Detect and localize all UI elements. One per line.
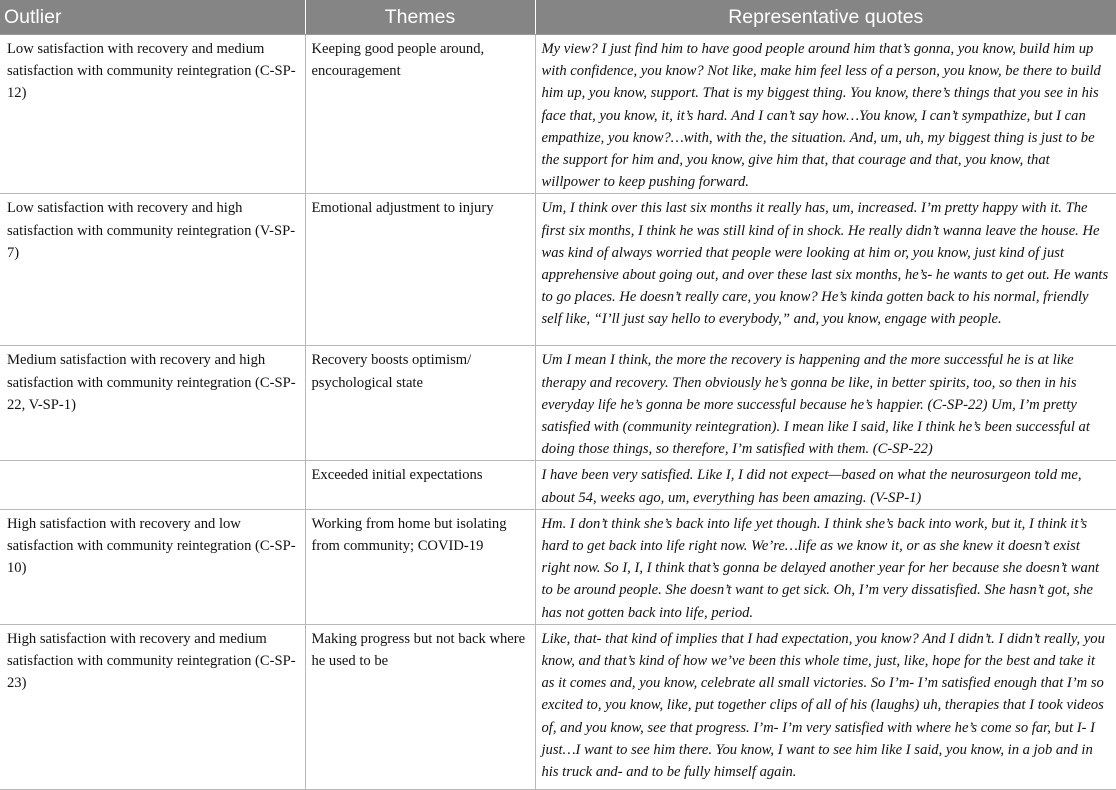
theme-cell: Working from home but isolating from community; COVID-19 xyxy=(305,509,535,624)
outlier-cell: Low satisfaction with recovery and medium satisfaction with community reintegration (C-SP-12) xyxy=(0,35,305,194)
header-themes: Themes xyxy=(305,0,535,35)
table-row xyxy=(0,346,1116,461)
table-row xyxy=(0,509,1116,624)
quote-cell: Like, that- that kind of implies that I had expectation, you know? And I didn’t. I didn’t really, you know, and that’s kind of how we’ve been this whole time, just, like, hope for the best and take it as it comes and, you know, celebrate all small victories. So I’m- I’m satisfied enough that I’m so excited to, you know, like, put together clips of all of his (laughs) uh, therapies that I took videos of, and you know, see that progress. I’m- I’m very satisfied with where he’s come so far, but I- I just…I want to see him there. You know, I want to see him like I said, you know, in a job and in his truck and- and to be fully himself again. xyxy=(535,624,1116,789)
outlier-cell: Medium satisfaction with recovery and high satisfaction with community reintegration (C-SP-22, V-SP-1) xyxy=(0,346,305,461)
quote-cell: Hm. I don’t think she’s back into life yet though. I think she’s back into work, but it, I think it’s hard to get back into life right now. We’re…life as we know it, or as she knew it doesn’t exist right now. So I, I, I think that’s gonna be delayed another year for her because she doesn’t want to be around people. She doesn’t want to get sick. Oh, I’m very dissatisfied. She hasn’t got, she has not gotten back into life, period. xyxy=(535,509,1116,624)
theme-cell: Making progress but not back where he used to be xyxy=(305,624,535,789)
theme-cell: Keeping good people around, encouragement xyxy=(305,35,535,194)
header-outlier: Outlier xyxy=(0,0,305,35)
quote-cell: I have been very satisfied. Like I, I did not expect—based on what the neurosurgeon told me, about 54, weeks ago, um, everything has been amazing. (V-SP-1) xyxy=(535,461,1116,509)
quote-cell: My view? I just find him to have good people around him that’s gonna, you know, build him up with confidence, you know? Not like, make him feel less of a person, you know, be there to build him up, you know, support. That is my biggest thing. You know, there’s things that you see in his face that, you know, it, it’s hard. And I can’t say how…You know, I can’t sympathize, but I can empathize, you know?…with, with the, the situation. And, um, uh, my biggest thing is just to be the support for him and, you know, give him that, that courage and that, you know, that willpower to keep pushing forward. xyxy=(535,35,1116,194)
theme-cell: Emotional adjustment to injury xyxy=(305,194,535,346)
outlier-cell: High satisfaction with recovery and low satisfaction with community reintegration (C-SP-10) xyxy=(0,509,305,624)
header-row xyxy=(0,0,1116,35)
outlier-cell: High satisfaction with recovery and medium satisfaction with community reintegration (C-SP-23) xyxy=(0,624,305,789)
table-row xyxy=(0,35,1116,194)
outlier-cell: Low satisfaction with recovery and high satisfaction with community reintegration (V-SP-7) xyxy=(0,194,305,346)
theme-cell: Recovery boosts optimism/ psychological state xyxy=(305,346,535,461)
outlier-cell xyxy=(0,461,305,509)
table-header xyxy=(0,0,1116,35)
table-row xyxy=(0,194,1116,346)
table-body xyxy=(0,35,1116,790)
table-row xyxy=(0,461,1116,509)
theme-cell: Exceeded initial expectations xyxy=(305,461,535,509)
quote-cell: Um I mean I think, the more the recovery is happening and the more successful he is at like therapy and recovery. Then obviously he’s gonna be like, in better spirits, too, so then in his everyday life he’s gonna be more successful because he’s happier. (C-SP-22) Um, I’m pretty satisfied with (community reintegration). I mean like I said, like I think he’s been successful at doing those things, so therefore, I’m satisfied with them. (C-SP-22) xyxy=(535,346,1116,461)
header-quotes: Representative quotes xyxy=(535,0,1116,35)
quote-cell: Um, I think over this last six months it really has, um, increased. I’m pretty happy with it. The first six months, I think he was still kind of in shock. He really didn’t wanna leave the house. He was kind of always worried that people were looking at him or, you know, just kind of just apprehensive about going out, and over these last six months, he’s- he wants to get out. He wants to go places. He doesn’t really care, you know? He’s kinda gotten back to his normal, friendly self like, “I’ll just say hello to everybody,” and, you know, engage with people. xyxy=(535,194,1116,346)
